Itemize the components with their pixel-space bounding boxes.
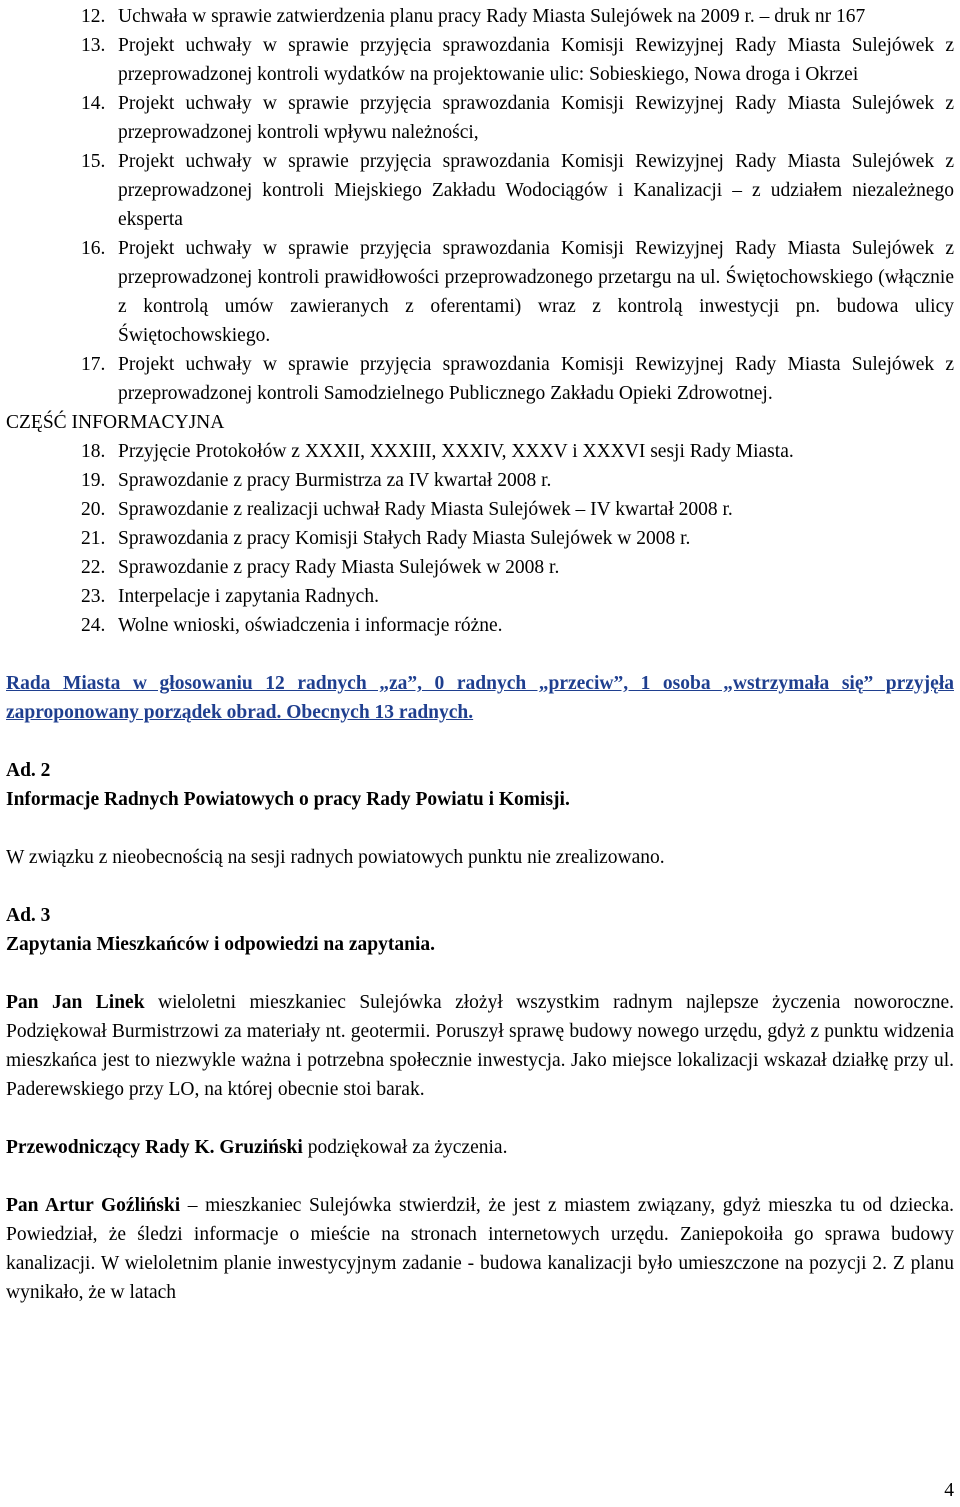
- paragraph-gozlinski: [6, 1191, 954, 1307]
- paragraph-linek: [6, 988, 954, 1104]
- ad3-title: Zapytania Mieszkańców i odpowiedzi na zapytania.: [6, 934, 436, 955]
- speaker-name: Pan Jan Linek: [6, 992, 145, 1013]
- list-item: [6, 553, 954, 582]
- list-item: [6, 582, 954, 611]
- spacer: [6, 959, 954, 988]
- item-number: 17.: [81, 354, 106, 375]
- info-list: [6, 437, 954, 640]
- info-section-heading: CZĘŚĆ INFORMACYJNA: [6, 412, 225, 433]
- paragraph-text: wieloletni mieszkaniec Sulejówka złożył wszystkim radnym najlepsze życzenia noworoczne. Podziękował Burmistrzowi za materiały nt. geotermii. Poruszył sprawę budowy nowego urzędu, gdyż z punktu widzenia mieszkańca jest to niezwykle ważna i potrzebna społecznie inwestycja. Jako miejsce lokalizacji wskazał działkę przy ul. Paderewskiego przy LO, na której obecnie stoi barak.: [6, 992, 954, 1100]
- list-item: [6, 466, 954, 495]
- ad3-label: Ad. 3: [6, 905, 51, 926]
- item-number: 20.: [81, 499, 106, 520]
- list-item: [6, 2, 954, 31]
- spacer: [6, 1104, 954, 1133]
- spacer: [6, 1162, 954, 1191]
- item-text: Projekt uchwały w sprawie przyjęcia sprawozdania Komisji Rewizyjnej Rady Miasta Sulejówek z przeprowadzonej kontroli Samodzielnego Publicznego Zakładu Opieki Zdrowotnej.: [118, 354, 954, 404]
- item-text: Sprawozdania z pracy Komisji Stałych Rady Miasta Sulejówek w 2008 r.: [118, 528, 691, 549]
- paragraph-text: – mieszkaniec Sulejówka stwierdził, że jest z miastem związany, gdyż mieszka tu od dziecka. Powiedział, że śledzi informacje o mieście na stronach internetowych urzędu. Zaniepokoiła go sprawa budowy kanalizacji. W wieloletnim planie inwestycyjnym zadanie - budowa kanalizacji było umieszczone na pozycji 2. Z planu wynikało, że w latach: [6, 1195, 954, 1303]
- item-number: 23.: [81, 586, 106, 607]
- item-number: 22.: [81, 557, 106, 578]
- list-item: [6, 31, 954, 89]
- item-number: 16.: [81, 238, 106, 259]
- item-text: Uchwała w sprawie zatwierdzenia planu pracy Rady Miasta Sulejówek na 2009 r. – druk nr 167: [118, 6, 866, 27]
- list-item: [6, 234, 954, 350]
- ad2-label: Ad. 2: [6, 760, 51, 781]
- item-number: 18.: [81, 441, 106, 462]
- list-item: [6, 437, 954, 466]
- spacer: [6, 640, 954, 669]
- spacer: [6, 814, 954, 843]
- item-text: Sprawozdanie z pracy Rady Miasta Sulejówek w 2008 r.: [118, 557, 560, 578]
- item-text: Sprawozdanie z realizacji uchwał Rady Miasta Sulejówek – IV kwartał 2008 r.: [118, 499, 733, 520]
- item-text: Projekt uchwały w sprawie przyjęcia sprawozdania Komisji Rewizyjnej Rady Miasta Sulejówek z przeprowadzonej kontroli prawidłowości przeprowadzonego przetargu na ul. Świętochowskiego (włącznie z kontrolą umów zawieranych z oferentami) wraz z kontrolą inwestycji pn. budowa ulicy Świętochowskiego.: [118, 238, 954, 346]
- spacer: [6, 872, 954, 901]
- document-page: [6, 2, 954, 1307]
- item-text: Wolne wnioski, oświadczenia i informacje różne.: [118, 615, 503, 636]
- ad2-title: Informacje Radnych Powiatowych o pracy Rady Powiatu i Komisji.: [6, 789, 570, 810]
- item-text: Sprawozdanie z pracy Burmistrza za IV kwartał 2008 r.: [118, 470, 552, 491]
- speaker-name: Przewodniczący Rady K. Gruziński: [6, 1137, 303, 1158]
- item-text: Projekt uchwały w sprawie przyjęcia sprawozdania Komisji Rewizyjnej Rady Miasta Sulejówek z przeprowadzonej kontroli Miejskiego Zakładu Wodociągów i Kanalizacji – z udziałem niezależnego eksperta: [118, 151, 954, 230]
- vote-result: Rada Miasta w głosowaniu 12 radnych „za”, 0 radnych „przeciw”, 1 osoba „wstrzymała się” przyjęła zaproponowany porządek obrad. Obecnych 13 radnych.: [6, 673, 954, 723]
- speaker-name: Pan Artur Goźliński: [6, 1195, 181, 1216]
- item-text: Projekt uchwały w sprawie przyjęcia sprawozdania Komisji Rewizyjnej Rady Miasta Sulejówek z przeprowadzonej kontroli wpływu należności,: [118, 93, 954, 143]
- list-item: [6, 524, 954, 553]
- item-text: Przyjęcie Protokołów z XXXII, XXXIII, XXXIV, XXXV i XXXVI sesji Rady Miasta.: [118, 441, 794, 462]
- agenda-list: [6, 2, 954, 408]
- spacer: [6, 727, 954, 756]
- item-number: 15.: [81, 151, 106, 172]
- paragraph-text: podziękował za życzenia.: [302, 1137, 508, 1158]
- list-item: [6, 147, 954, 234]
- paragraph-gruzinski: [6, 1133, 954, 1162]
- item-number: 21.: [81, 528, 106, 549]
- item-number: 14.: [81, 93, 106, 114]
- item-number: 13.: [81, 35, 106, 56]
- list-item: [6, 89, 954, 147]
- list-item: [6, 350, 954, 408]
- item-text: Interpelacje i zapytania Radnych.: [118, 586, 379, 607]
- item-number: 24.: [81, 615, 106, 636]
- page-number: 4: [944, 1480, 954, 1501]
- list-item: [6, 495, 954, 524]
- item-number: 19.: [81, 470, 106, 491]
- ad2-body: W związku z nieobecnością na sesji radnych powiatowych punktu nie zrealizowano.: [6, 847, 665, 868]
- item-text: Projekt uchwały w sprawie przyjęcia sprawozdania Komisji Rewizyjnej Rady Miasta Sulejówek z przeprowadzonej kontroli wydatków na projektowanie ulic: Sobieskiego, Nowa droga i Okrzei: [118, 35, 954, 85]
- list-item: [6, 611, 954, 640]
- item-number: 12.: [81, 6, 106, 27]
